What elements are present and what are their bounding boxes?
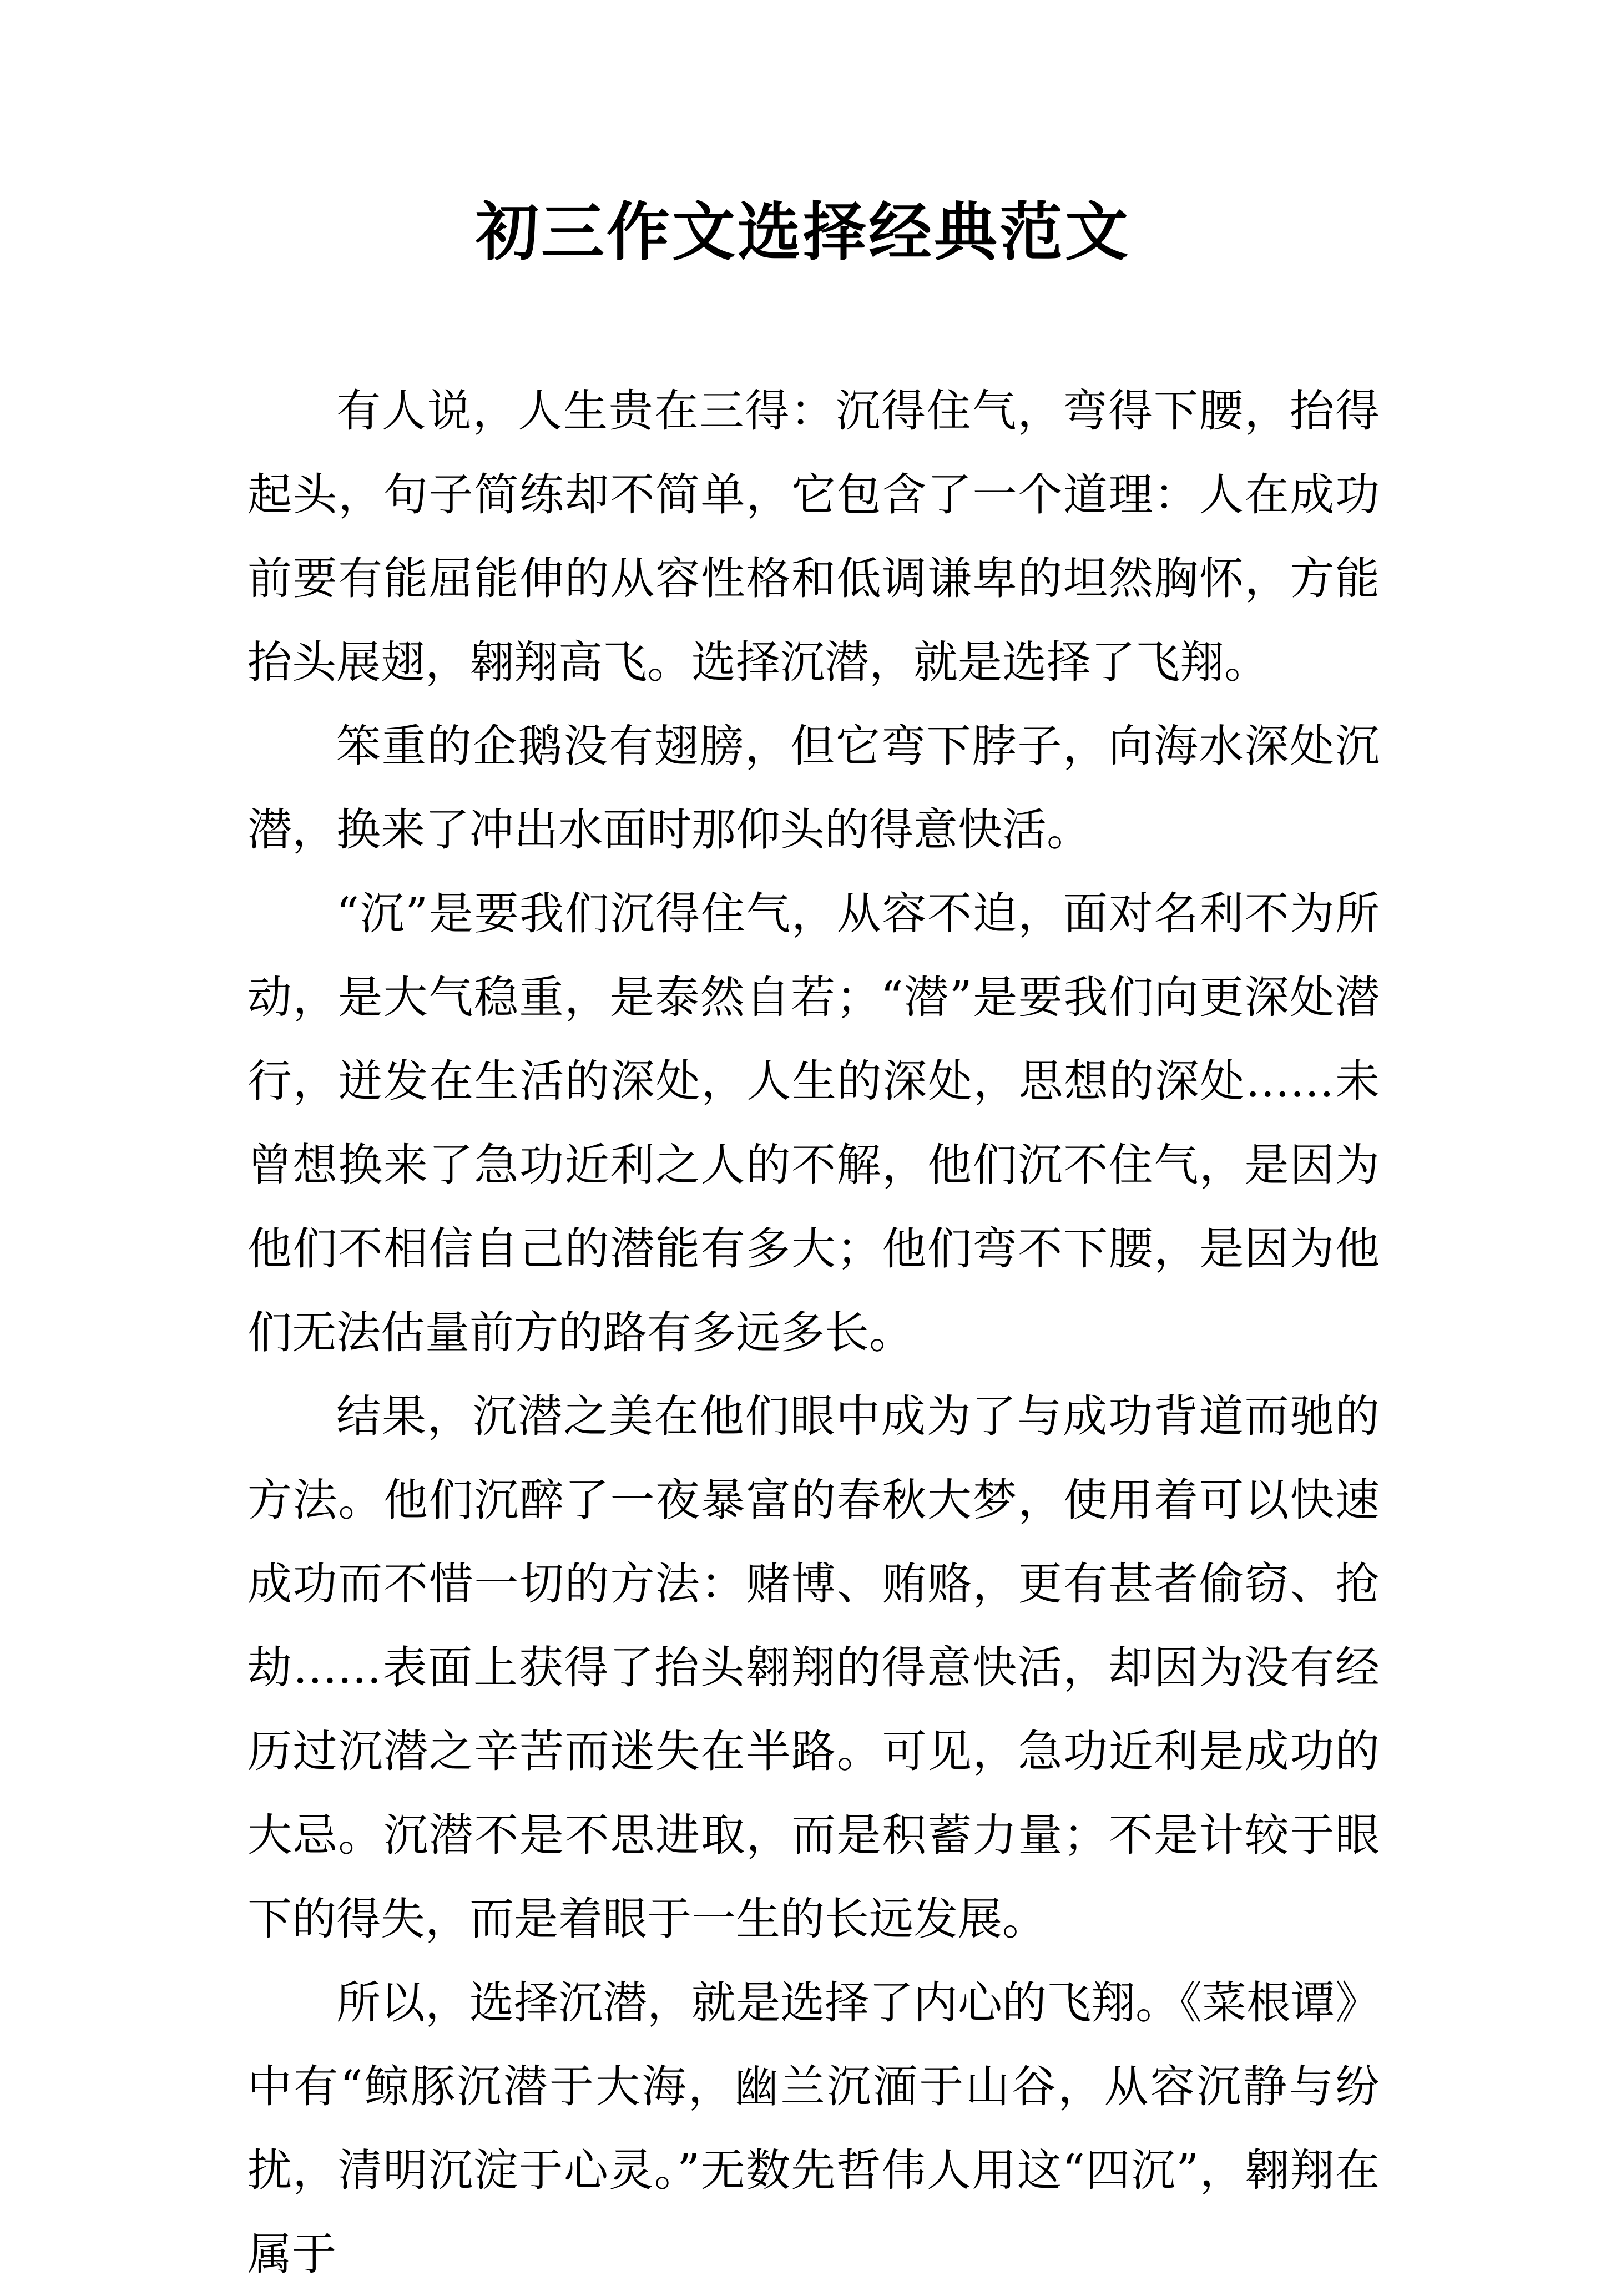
paragraph-4: 结果，沉潜之美在他们眼中成为了与成功背道而驰的方法。他们沉醉了一夜暴富的春秋大梦，使用着可以快速成功而不惜一切的方法：赌博、贿赂，更有甚者偷窃、抢劫……表面上获得了抬头翱翔的得意快活，却因为没有经历过沉潜之辛苦而迷失在半路。可见，急功近利是成功的大忌。沉潜不是不思进取，而是积蓄力量；不是计较于眼下的得失，而是着眼于一生的长远发展。 (248, 1390, 1380, 1945)
paragraph-3: “沉”是要我们沉得住气，从容不迫，面对名利不为所动，是大气稳重，是泰然自若；“潜”是要我们向更深处潜行，迸发在生活的深处，人生的深处，思想的深处……未曾想换来了急功近利之人的不解，他们沉不住气，是因为他们不相信自己的潜能有多大；他们弯不下腰，是因为他们无法估量前方的路有多远多长。 (248, 888, 1380, 1358)
document-title: 初三作文选择经典范文 (475, 195, 1130, 269)
paragraph-5: 所以，选择沉潜，就是选择了内心的飞翔。《菜根谭》中有“鲸豚沉潜于大海，幽兰沉湎于山谷，从容沉静与纷扰，清明沉淀于心灵。”无数先哲伟人用这“四沉”，翱翔在属于 (248, 1977, 1380, 2280)
document-body (248, 369, 1380, 2296)
paragraph-1: 有人说，人生贵在三得：沉得住气，弯得下腰，抬得起头，句子简练却不简单，它包含了一个道理：人在成功前要有能屈能伸的从容性格和低调谦卑的坦然胸怀，方能抬头展翅，翱翔高飞。选择沉潜，就是选择了飞翔。 (248, 385, 1380, 688)
paragraph-2: 笨重的企鹅没有翅膀，但它弯下脖子，向海水深处沉潜，换来了冲出水面时那仰头的得意快活。 (248, 720, 1380, 856)
